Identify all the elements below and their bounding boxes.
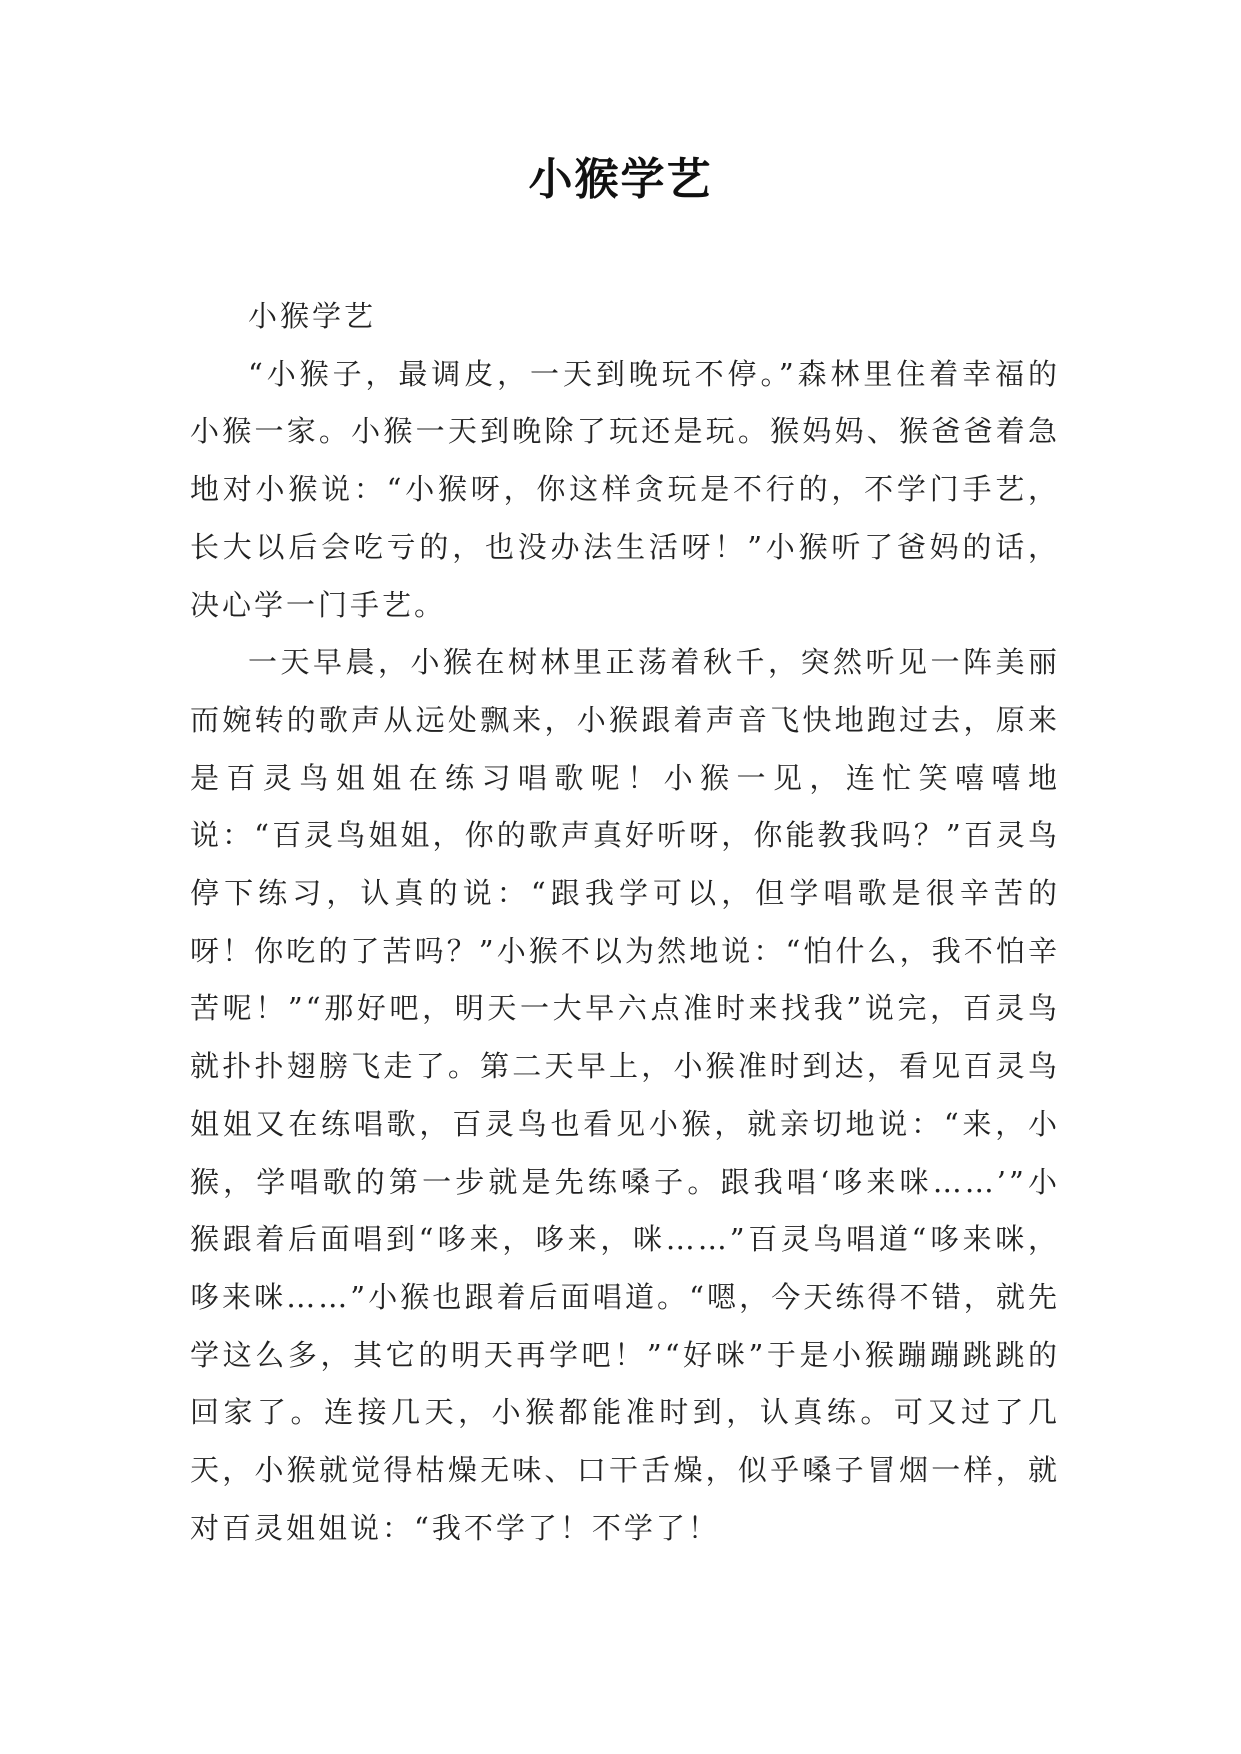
paragraph: 一天早晨，小猴在树林里正荡着秋千，突然听见一阵美丽而婉转的歌声从远处飘来，小猴跟着声音飞快地跑过去，原来是百灵鸟姐姐在练习唱歌呢！小猴一见，连忙笑嘻嘻地说：“百灵鸟姐姐，你的歌声真好听呀，你能教我吗？”百灵鸟停下练习，认真的说：“跟我学可以，但学唱歌是很辛苦的呀！你吃的了苦吗？”小猴不以为然地说：“怕什么，我不怕辛苦呢！”“那好吧，明天一大早六点准时来找我”说完，百灵鸟就扑扑翅膀飞走了。第二天早上，小猴准时到达，看见百灵鸟姐姐又在练唱歌，百灵鸟也看见小猴，就亲切地说：“来，小猴，学唱歌的第一步就是先练嗓子。跟我唱‘哆来咪……’”小猴跟着后面唱到“哆来，哆来，咪……”百灵鸟唱道“哆来咪，哆来咪……”小猴也跟着后面唱道。“嗯，今天练得不错，就先学这么多，其它的明天再学吧！”“好咪”于是小猴蹦蹦跳跳的回家了。连接几天，小猴都能准时到，认真练。可又过了几天，小猴就觉得枯燥无味、口干舌燥，似乎嗓子冒烟一样，就对百灵姐姐说：“我不学了！不学了！ bbox=[190, 645, 1060, 1545]
paragraph: 小猴学艺 bbox=[248, 299, 377, 333]
paragraph: “小猴子，最调皮，一天到晚玩不停。”森林里住着幸福的小猴一家。小猴一天到晚除了玩还是玩。猴妈妈、猴爸爸着急地对小猴说：“小猴呀，你这样贪玩是不行的，不学门手艺，长大以后会吃亏的，也没办法生活呀！”小猴听了爸妈的话，决心学一门手艺。 bbox=[190, 356, 1060, 622]
document-title: 小猴学艺 bbox=[528, 154, 713, 205]
document-body bbox=[190, 288, 1060, 1557]
